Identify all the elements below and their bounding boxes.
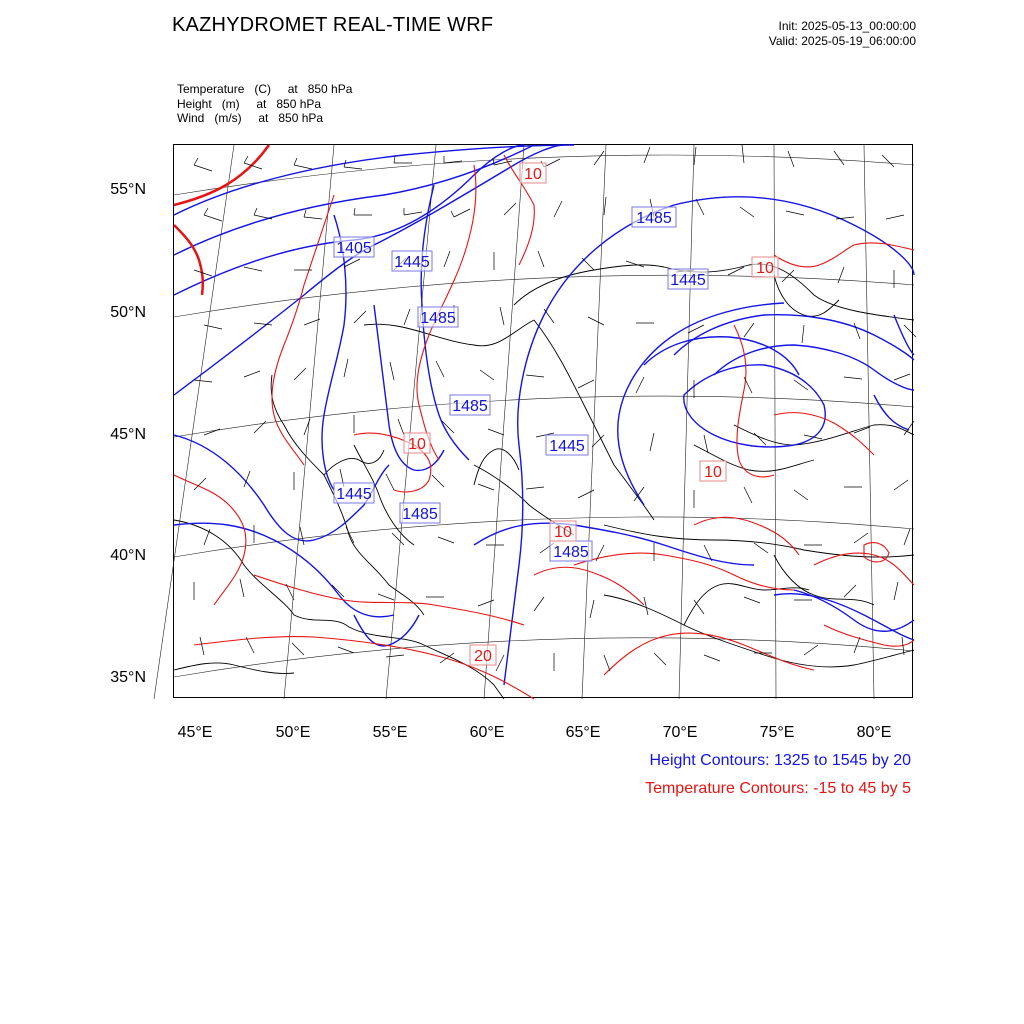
svg-text:1485: 1485: [452, 398, 488, 415]
meridian-75e: [774, 145, 776, 699]
field-descriptions: [177, 82, 352, 126]
temperature-label: [520, 163, 546, 183]
svg-text:1485: 1485: [402, 506, 438, 523]
temperature-label: [752, 257, 778, 277]
temperature-label: [550, 521, 576, 541]
svg-text:1405: 1405: [336, 240, 372, 257]
meridian-70e: [679, 145, 694, 699]
lon-label-70e: 70°E: [662, 724, 698, 741]
svg-text:10: 10: [524, 166, 542, 183]
height-contour-labels: 1405 1445 1485 1485 1445 1485 1445 1485 1485 1445 1485: [334, 207, 708, 561]
temperature-contours: [174, 145, 914, 699]
lat-label-50n: 50°N: [110, 304, 146, 321]
lon-label-65e: 65°E: [565, 724, 601, 741]
field-height: Height (m) at 850 hPa: [177, 96, 322, 111]
temperature-contour-legend: Temperature Contours: -15 to 45 by 5: [645, 780, 911, 797]
svg-text:1445: 1445: [394, 254, 430, 271]
lat-label-40n: 40°N: [110, 547, 146, 564]
temperature-label: [700, 461, 726, 481]
init-time: Init: 2025-05-13_00:00:00: [778, 19, 916, 33]
graticule: [154, 145, 914, 699]
height-label: [450, 395, 490, 415]
temperature-label: [470, 645, 496, 665]
height-label: [418, 307, 458, 327]
svg-text:10: 10: [554, 524, 572, 541]
height-label: [334, 483, 374, 503]
run-time-block: [769, 19, 916, 49]
meridian-65e: [582, 145, 606, 699]
height-contours: [174, 145, 914, 685]
height-label: [632, 207, 676, 227]
svg-text:1485: 1485: [553, 544, 589, 561]
meridian-45e: [154, 145, 234, 699]
height-label: [546, 435, 588, 455]
height-contour-legend: Height Contours: 1325 to 1545 by 20: [649, 752, 911, 769]
lon-label-50e: 50°E: [275, 724, 311, 741]
lon-label-80e: 80°E: [856, 724, 892, 741]
svg-text:1445: 1445: [336, 486, 372, 503]
lon-label-55e: 55°E: [372, 724, 408, 741]
svg-text:20: 20: [474, 648, 492, 665]
height-label: [550, 541, 592, 561]
parallel-45n: [174, 396, 914, 437]
map-canvas: [174, 132, 914, 699]
lon-label-60e: 60°E: [469, 724, 505, 741]
temperature-label: [404, 433, 430, 453]
lon-label-45e: 45°E: [177, 724, 213, 741]
map-panel: [173, 132, 913, 698]
field-temperature: Temperature (C) at 850 hPa: [177, 82, 353, 96]
svg-text:10: 10: [756, 260, 774, 277]
svg-text:1445: 1445: [549, 438, 585, 455]
lat-label-55n: 55°N: [110, 181, 146, 198]
svg-text:1485: 1485: [420, 310, 456, 327]
height-label: [668, 269, 708, 289]
chart-title: KAZHYDROMET REAL-TIME WRF: [172, 14, 494, 36]
meridian-55e: [386, 145, 436, 699]
height-label: [392, 251, 432, 271]
country-boundaries: [174, 264, 914, 699]
field-wind: Wind (m/s) at 850 hPa: [177, 111, 324, 125]
svg-text:1485: 1485: [636, 210, 672, 227]
lat-label-35n: 35°N: [110, 669, 146, 686]
valid-time: Valid: 2025-05-19_06:00:00: [768, 34, 916, 48]
svg-text:1445: 1445: [670, 272, 706, 289]
svg-text:10: 10: [408, 436, 426, 453]
lon-label-75e: 75°E: [759, 724, 795, 741]
svg-text:10: 10: [704, 464, 722, 481]
height-label: [400, 503, 440, 523]
parallel-35n: [174, 638, 914, 677]
height-label: [334, 237, 374, 257]
lat-label-45n: 45°N: [110, 426, 146, 443]
